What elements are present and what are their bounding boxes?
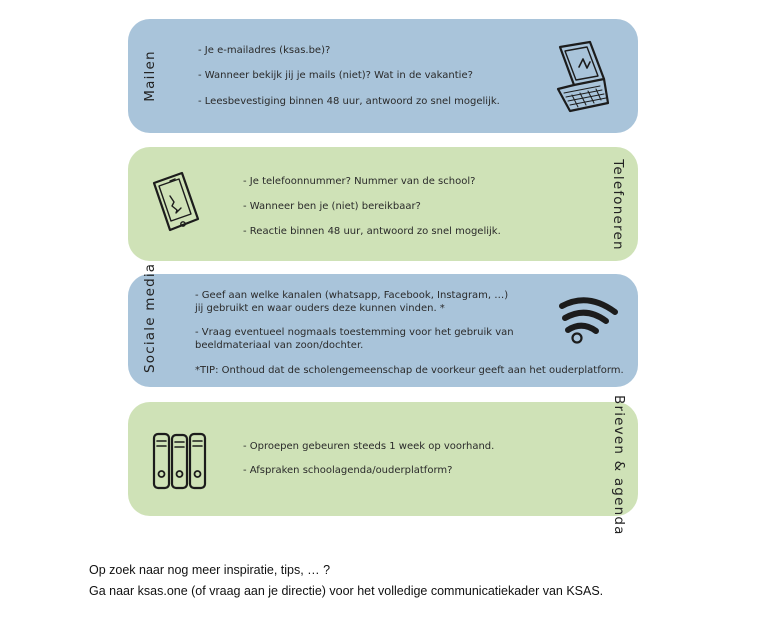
card-line: jij gebruikt en waar ouders deze kunnen vinden. * [195, 303, 445, 314]
card-sociale-media [128, 262, 638, 387]
card-brieven-agenda [128, 395, 638, 536]
card-line: - Leesbevestiging binnen 48 uur, antwoord zo snel mogelijk. [198, 96, 500, 107]
card-line: - Wanneer bekijk jij je mails (niet)? Wat in de vakantie? [198, 70, 473, 81]
card-line: - Reactie binnen 48 uur, antwoord zo snel mogelijk. [243, 226, 501, 237]
card-title-brieven-agenda: Brieven & agenda [611, 395, 627, 536]
card-line: - Geef aan welke kanalen (whatsapp, Facebook, Instagram, …) [195, 290, 509, 301]
card-line: - Vraag eventueel nogmaals toestemming voor het gebruik van [195, 327, 514, 338]
laptop-icon [552, 39, 612, 114]
card-line: - Oproepen gebeuren steeds 1 week op voorhand. [243, 441, 495, 452]
footer-line-1: Op zoek naar nog meer inspiratie, tips, … ? [89, 563, 331, 577]
binders-icon [150, 430, 210, 492]
card-line: - Afspraken schoolagenda/ouderplatform? [243, 465, 453, 476]
card-title-sociale-media: Sociale media [142, 262, 158, 373]
card-line: beeldmateriaal van zoon/dochter. [195, 340, 364, 351]
card-line: - Je e-mailadres (ksas.be)? [198, 45, 331, 56]
footer-line-2: Ga naar ksas.one (of vraag aan je directie) voor het volledige communicatiekader van KSAS. [89, 584, 604, 598]
phone-icon [148, 169, 204, 235]
card-mailen [128, 19, 638, 133]
card-line: - Wanneer ben je (niet) bereikbaar? [243, 201, 421, 212]
card-line: *TIP: Onthoud dat de scholengemeenschap de voorkeur geeft aan het ouderplatform. [195, 365, 624, 376]
card-line: - Je telefoonnummer? Nummer van de school? [243, 176, 476, 187]
card-title-mailen: Mailen [142, 50, 158, 102]
card-title-telefoneren: Telefoneren [610, 159, 626, 251]
wifi-signal-icon [558, 294, 620, 346]
card-telefoneren [128, 147, 638, 261]
